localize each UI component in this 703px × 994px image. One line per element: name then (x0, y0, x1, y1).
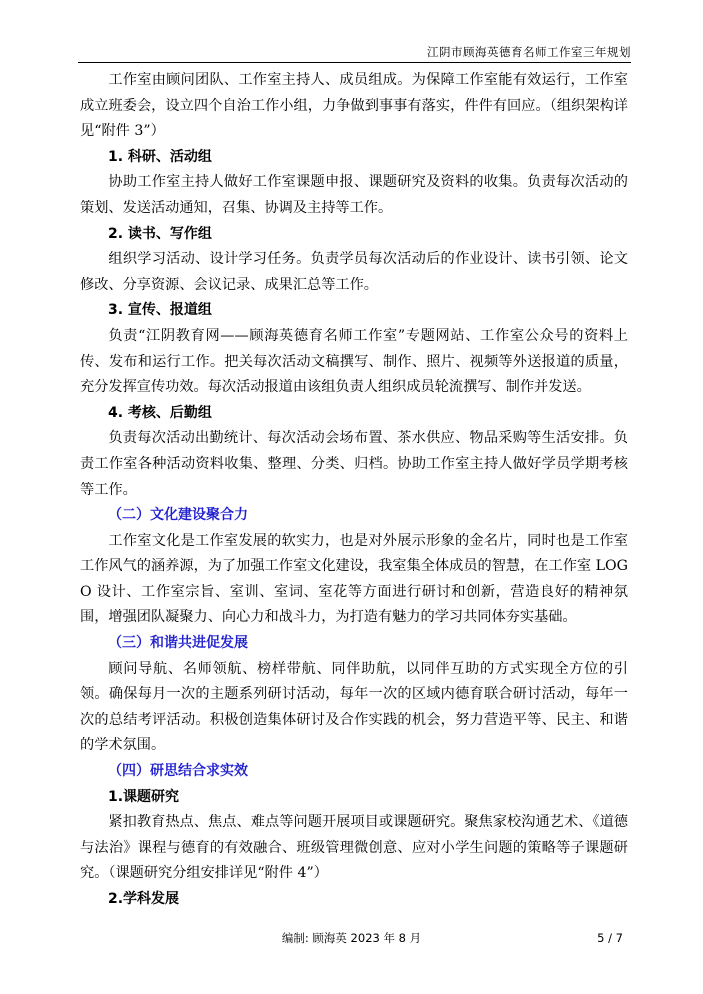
heading-publicity-group: 3. 宣传、报道组 (108, 302, 212, 319)
heading-assessment-logistics-group: 4. 考核、后勤组 (108, 404, 212, 421)
heading-harmonious-development: （三）和谐共进促发展 (108, 635, 248, 652)
paragraph-harmonious-development: 顾问导航、名师领航、榜样带航、同伴助航，以同伴互助的方式实现全方位的引领。确保每月一次的主题系列研讨活动，每年一次的区域内德育联合研讨活动，每年一次的总结考评活动。积极创造集体研讨及合作实践的机会，努力营造平等、民主、和谐的学术氛围。 (80, 660, 628, 754)
paragraph-reading-writing-group: 组织学习活动、设计学习任务。负责学员每次活动后的作业设计、读书引领、论文修改、分享资源、会议记录、成果汇总等工作。 (80, 251, 628, 293)
heading-research-practice: （四）研思结合求实效 (108, 763, 248, 780)
page-number: 5 / 7 (597, 931, 623, 945)
heading-research-activity-group: 1. 科研、活动组 (108, 148, 212, 165)
paragraph-intro: 工作室由顾问团队、工作室主持人、成员组成。为保障工作室能有效运行，工作室成立班委会，设立四个自治工作小组，力争做到事事有落实，件件有回应。（组织架构详见“附件 3”） (80, 72, 628, 140)
paragraph-project-research: 紧扣教育热点、焦点、难点等问题开展项目或课题研究。聚焦家校沟通艺术、《道德与法治》课程与德育的有效融合、班级管理微创意、应对小学生问题的策略等子课题研究。（课题研究分组安排详见“附件 4”） (80, 814, 628, 882)
paragraph-assessment-logistics-group: 负责每次活动出勤统计、每次活动会场布置、茶水供应、物品采购等生活安排。负责工作室各种活动资料收集、整理、分类、归档。协助工作室主持人做好学员学期考核等工作。 (80, 430, 628, 498)
heading-culture-building: （二）文化建设聚合力 (108, 507, 248, 524)
document-body (80, 68, 628, 913)
heading-subject-development: 2.学科发展 (108, 891, 180, 907)
footer-editor: 编制: 顾海英 2023 年 8 月 (281, 931, 422, 945)
page-header (78, 42, 631, 63)
paragraph-research-activity-group: 协助工作室主持人做好工作室课题申报、课题研究及资料的收集。负责每次活动的策划、发送活动通知，召集、协调及主持等工作。 (80, 174, 628, 216)
paragraph-culture-building: 工作室文化是工作室发展的软实力，也是对外展示形象的金名片，同时也是工作室工作风气的涵养源，为了加强工作室文化建设，我室集全体成员的智慧，在工作室 LOGO 设计、工作室宗旨、室训、室词、室花等方面进行研讨和创新，营造良好的精神氛围，增强团队凝聚力、向心力和战斗力，为打造有魅力的学习共同体夯实基础。 (80, 532, 628, 626)
header-title: 江阴市顾海英德育名师工作室三年规划 (427, 45, 631, 59)
heading-reading-writing-group: 2. 读书、写作组 (108, 225, 212, 242)
paragraph-publicity-group: 负责“江阴教育网——顾海英德育名师工作室”专题网站、工作室公众号的资料上传、发布和运行工作。把关每次活动文稿撰写、制作、照片、视频等外送报道的质量，充分发挥宣传功效。每次活动报道由该组负责人组织成员轮流撰写、制作并发送。 (80, 327, 628, 396)
page-footer (0, 928, 703, 948)
heading-project-research: 1.课题研究 (108, 788, 180, 805)
